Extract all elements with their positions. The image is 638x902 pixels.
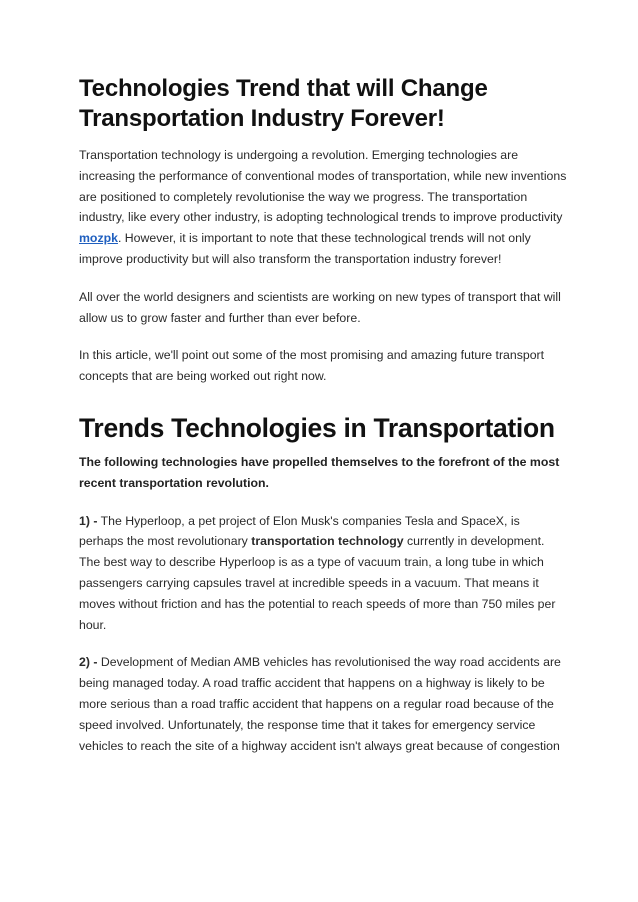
item-text-after: currently in development. The best way to describe Hyperloop is as a type of vacuum train, a long tube in which passengers carrying capsules travel at incredible speeds in a vacuum. That means it moves without friction and has the potential to reach speeds of more than 750 miles per hour. — [79, 534, 556, 632]
list-item-hyperloop — [79, 511, 567, 636]
document-page — [79, 74, 567, 756]
section-lead: The following technologies have propelled themselves to the forefront of the most recent transportation revolution. — [79, 454, 560, 490]
intro-text-part2: . However, it is important to note that these technological trends will not only improve productivity but will also transform the transportation industry forever! — [79, 231, 531, 266]
paragraph-designers: All over the world designers and scientists are working on new types of transport that will allow us to grow faster and further than ever before. — [79, 289, 561, 325]
section-heading: Trends Technologies in Transportation — [79, 412, 555, 443]
mozpk-link[interactable]: mozpk — [79, 231, 118, 246]
item-number: 1) - — [79, 513, 98, 528]
intro-paragraph — [79, 145, 567, 270]
article-title: Technologies Trend that will Change Transportation Industry Forever! — [79, 75, 488, 132]
paragraph-article-overview: In this article, we'll point out some of the most promising and amazing future transport concepts that are being worked out right now. — [79, 348, 545, 384]
item-text: Development of Median AMB vehicles has revolutionised the way road accidents are being managed today. A road traffic accident that happens on a highway is likely to be more serious than a road traffic accident that happens on a regular road because of the speed involved. Unfortunately, the response time that it takes for emergency service vehicles to reach the site of a highway accident isn't always great because of congestion — [79, 655, 561, 753]
item-number: 2) - — [79, 655, 98, 670]
list-item-median-amb — [79, 652, 567, 756]
item-bold-text: transportation technology — [251, 534, 404, 549]
item-text-before: The Hyperloop, a pet project of Elon Musk's companies Tesla and SpaceX, is perhaps the most revolutionary — [79, 513, 520, 549]
intro-text-part1: Transportation technology is undergoing a revolution. Emerging technologies are increasing the performance of conventional modes of transportation, while new inventions are positioned to completely revolutionise the way we progress. The transportation industry, like every other industry, is adopting technological trends to improve productivity — [79, 148, 567, 225]
